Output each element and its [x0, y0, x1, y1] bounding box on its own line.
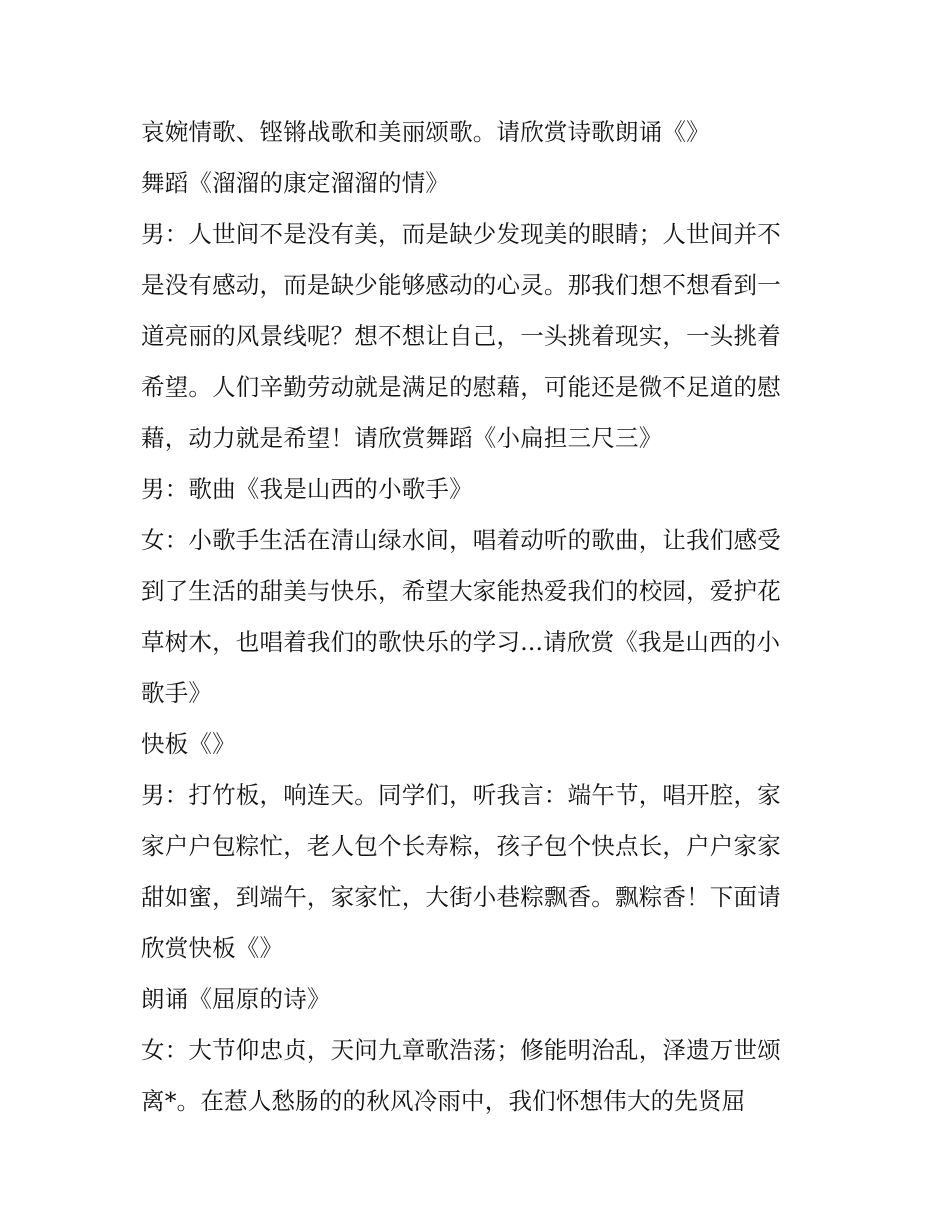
- text-line-10: 到了生活的甜美与快乐，希望大家能热爱我们的校园，爱护花: [141, 577, 781, 605]
- text-line-12: 歌手》: [141, 679, 213, 707]
- text-line-2: 舞蹈《溜溜的康定溜溜的情》: [141, 169, 450, 197]
- text-line-20: 离*。在惹人愁肠的的秋风冷雨中，我们怀想伟大的先贤屈: [141, 1087, 746, 1115]
- text-line-4: 是没有感动，而是缺少能够感动的心灵。那我们想不想看到一: [141, 271, 781, 299]
- text-line-13: 快板《》: [141, 730, 236, 758]
- text-line-15: 家户户包粽忙，老人包个长寿粽，孩子包个快点长，户户家家: [141, 832, 781, 860]
- text-line-16: 甜如蜜，到端午，家家忙，大街小巷粽飘香。飘粽香！下面请: [141, 883, 781, 911]
- text-line-19: 女：大节仰忠贞，天问九章歌浩荡；修能明治乱，泽遗万世颂: [141, 1036, 781, 1064]
- text-line-5: 道亮丽的风景线呢？想不想让自己，一头挑着现实，一头挑着: [141, 322, 781, 350]
- text-line-18: 朗诵《屈原的诗》: [141, 985, 331, 1013]
- text-line-11: 草树木，也唱着我们的歌快乐的学习...请欣赏《我是山西的小: [141, 628, 781, 656]
- text-line-14: 男：打竹板，响连天。同学们，听我言：端午节，唱开腔，家: [141, 781, 781, 809]
- text-line-8: 男：歌曲《我是山西的小歌手》: [141, 475, 473, 503]
- text-line-7: 藉，动力就是希望！请欣赏舞蹈《小扁担三尺三》: [141, 424, 663, 452]
- document-body: [141, 107, 831, 1127]
- text-line-9: 女：小歌手生活在清山绿水间，唱着动听的歌曲，让我们感受: [141, 526, 781, 554]
- text-line-3: 男：人世间不是没有美，而是缺少发现美的眼睛；人世间并不: [141, 220, 781, 248]
- text-line-6: 希望。人们辛勤劳动就是满足的慰藉，可能还是微不足道的慰: [141, 373, 781, 401]
- text-line-17: 欣赏快板《》: [141, 934, 284, 962]
- text-line-1: 哀婉情歌、铿锵战歌和美丽颂歌。请欣赏诗歌朗诵《》: [141, 118, 710, 146]
